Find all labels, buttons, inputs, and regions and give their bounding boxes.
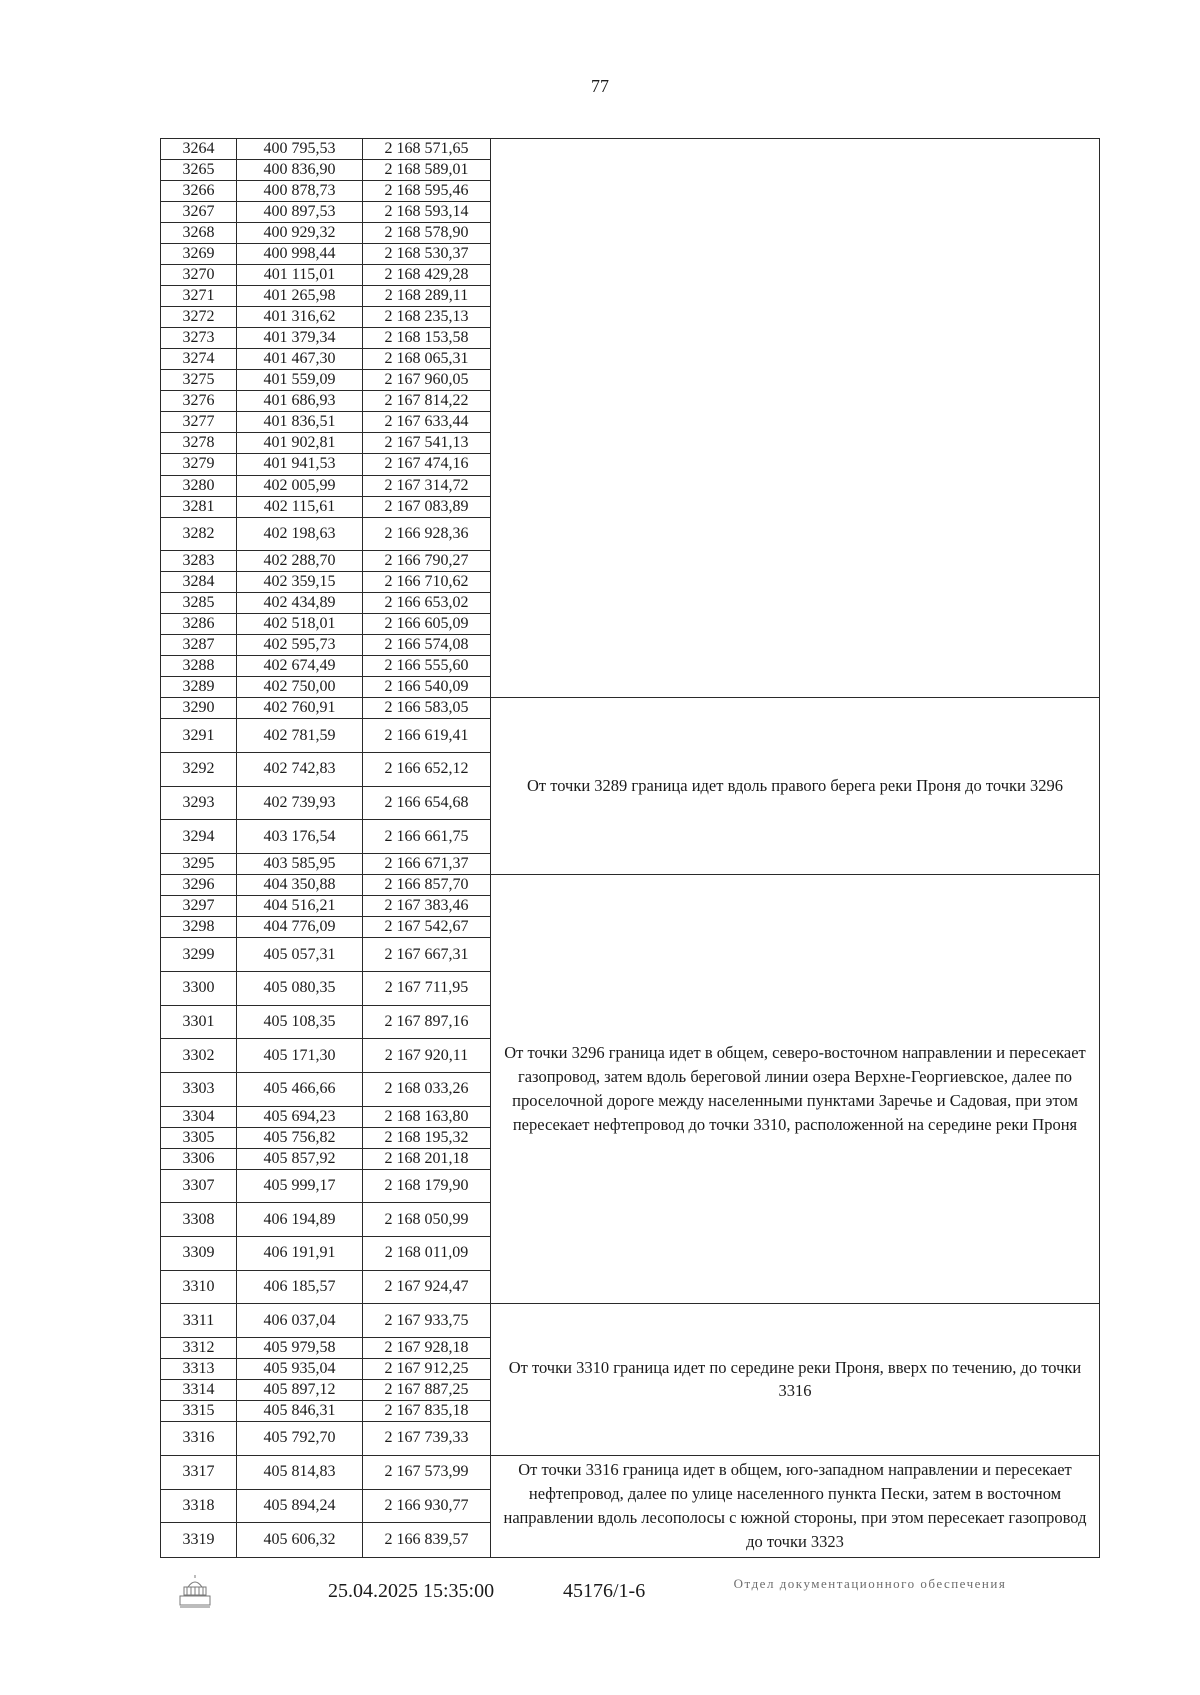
y-coordinate-cell: 2 167 542,67 bbox=[363, 917, 491, 938]
x-coordinate-cell: 401 836,51 bbox=[237, 412, 363, 433]
y-coordinate-cell: 2 167 920,11 bbox=[363, 1039, 491, 1073]
x-coordinate-cell: 401 467,30 bbox=[237, 349, 363, 370]
point-number-cell: 3292 bbox=[161, 753, 237, 787]
y-coordinate-cell: 2 167 933,75 bbox=[363, 1304, 491, 1338]
table-row bbox=[161, 875, 1100, 896]
y-coordinate-cell: 2 167 083,89 bbox=[363, 496, 491, 517]
x-coordinate-cell: 401 686,93 bbox=[237, 391, 363, 412]
y-coordinate-cell: 2 168 153,58 bbox=[363, 328, 491, 349]
y-coordinate-cell: 2 166 857,70 bbox=[363, 875, 491, 896]
x-coordinate-cell: 404 516,21 bbox=[237, 896, 363, 917]
point-number-cell: 3297 bbox=[161, 896, 237, 917]
point-number-cell: 3315 bbox=[161, 1400, 237, 1421]
point-number-cell: 3314 bbox=[161, 1379, 237, 1400]
y-coordinate-cell: 2 167 541,13 bbox=[363, 433, 491, 454]
x-coordinate-cell: 400 795,53 bbox=[237, 139, 363, 160]
x-coordinate-cell: 402 288,70 bbox=[237, 551, 363, 572]
x-coordinate-cell: 405 171,30 bbox=[237, 1039, 363, 1073]
y-coordinate-cell: 2 167 474,16 bbox=[363, 454, 491, 475]
y-coordinate-cell: 2 166 583,05 bbox=[363, 698, 491, 719]
x-coordinate-cell: 405 057,31 bbox=[237, 938, 363, 972]
point-number-cell: 3300 bbox=[161, 971, 237, 1005]
y-coordinate-cell: 2 167 960,05 bbox=[363, 370, 491, 391]
y-coordinate-cell: 2 166 710,62 bbox=[363, 572, 491, 593]
boundary-description-cell: От точки 3316 граница идет в общем, юго-западном направлении и пересекает нефтепровод, далее по улице населенного пункта Пески, затем в восточном направлении вдоль лесополосы с южной стороны, при этом пересекает газопровод до точки 3323 bbox=[491, 1455, 1100, 1557]
table-row bbox=[161, 1455, 1100, 1489]
point-number-cell: 3302 bbox=[161, 1039, 237, 1073]
x-coordinate-cell: 401 115,01 bbox=[237, 265, 363, 286]
point-number-cell: 3303 bbox=[161, 1072, 237, 1106]
x-coordinate-cell: 405 606,32 bbox=[237, 1523, 363, 1558]
x-coordinate-cell: 404 776,09 bbox=[237, 917, 363, 938]
y-coordinate-cell: 2 167 814,22 bbox=[363, 391, 491, 412]
y-coordinate-cell: 2 166 654,68 bbox=[363, 786, 491, 820]
y-coordinate-cell: 2 168 429,28 bbox=[363, 265, 491, 286]
x-coordinate-cell: 403 585,95 bbox=[237, 854, 363, 875]
y-coordinate-cell: 2 168 289,11 bbox=[363, 286, 491, 307]
point-number-cell: 3287 bbox=[161, 635, 237, 656]
x-coordinate-cell: 406 191,91 bbox=[237, 1236, 363, 1270]
x-coordinate-cell: 403 176,54 bbox=[237, 820, 363, 854]
x-coordinate-cell: 405 694,23 bbox=[237, 1106, 363, 1127]
x-coordinate-cell: 405 814,83 bbox=[237, 1455, 363, 1489]
y-coordinate-cell: 2 168 033,26 bbox=[363, 1072, 491, 1106]
x-coordinate-cell: 402 518,01 bbox=[237, 614, 363, 635]
point-number-cell: 3304 bbox=[161, 1106, 237, 1127]
x-coordinate-cell: 402 115,61 bbox=[237, 496, 363, 517]
point-number-cell: 3293 bbox=[161, 786, 237, 820]
point-number-cell: 3291 bbox=[161, 719, 237, 753]
y-coordinate-cell: 2 168 011,09 bbox=[363, 1236, 491, 1270]
x-coordinate-cell: 400 998,44 bbox=[237, 244, 363, 265]
point-number-cell: 3283 bbox=[161, 551, 237, 572]
x-coordinate-cell: 406 037,04 bbox=[237, 1304, 363, 1338]
point-number-cell: 3296 bbox=[161, 875, 237, 896]
point-number-cell: 3319 bbox=[161, 1523, 237, 1558]
x-coordinate-cell: 400 929,32 bbox=[237, 223, 363, 244]
x-coordinate-cell: 404 350,88 bbox=[237, 875, 363, 896]
x-coordinate-cell: 402 674,49 bbox=[237, 656, 363, 677]
point-number-cell: 3267 bbox=[161, 202, 237, 223]
y-coordinate-cell: 2 166 839,57 bbox=[363, 1523, 491, 1558]
point-number-cell: 3286 bbox=[161, 614, 237, 635]
y-coordinate-cell: 2 167 897,16 bbox=[363, 1005, 491, 1039]
y-coordinate-cell: 2 168 589,01 bbox=[363, 160, 491, 181]
x-coordinate-cell: 401 265,98 bbox=[237, 286, 363, 307]
boundary-description-cell: От точки 3310 граница идет по середине реки Проня, вверх по течению, до точки 3316 bbox=[491, 1304, 1100, 1455]
x-coordinate-cell: 405 857,92 bbox=[237, 1148, 363, 1169]
y-coordinate-cell: 2 167 924,47 bbox=[363, 1270, 491, 1304]
y-coordinate-cell: 2 166 790,27 bbox=[363, 551, 491, 572]
point-number-cell: 3289 bbox=[161, 677, 237, 698]
point-number-cell: 3281 bbox=[161, 496, 237, 517]
point-number-cell: 3301 bbox=[161, 1005, 237, 1039]
point-number-cell: 3268 bbox=[161, 223, 237, 244]
y-coordinate-cell: 2 166 671,37 bbox=[363, 854, 491, 875]
point-number-cell: 3294 bbox=[161, 820, 237, 854]
x-coordinate-cell: 405 846,31 bbox=[237, 1400, 363, 1421]
point-number-cell: 3265 bbox=[161, 160, 237, 181]
footer-date: 25.04.2025 15:35:00 bbox=[328, 1580, 495, 1602]
y-coordinate-cell: 2 168 530,37 bbox=[363, 244, 491, 265]
x-coordinate-cell: 401 379,34 bbox=[237, 328, 363, 349]
point-number-cell: 3318 bbox=[161, 1489, 237, 1523]
x-coordinate-cell: 405 466,66 bbox=[237, 1072, 363, 1106]
x-coordinate-cell: 402 434,89 bbox=[237, 593, 363, 614]
y-coordinate-cell: 2 166 928,36 bbox=[363, 517, 491, 551]
table-row bbox=[161, 139, 1100, 160]
boundary-description-cell: От точки 3296 граница идет в общем, северо-восточном направлении и пересекает газопровод, затем вдоль береговой линии озера Верхне-Георгиевское, далее по проселочной дороге между населенными пунктами Заречье и Садовая, при этом пересекает нефтепровод до точки 3310, расположенной на середине реки Проня bbox=[491, 875, 1100, 1304]
point-number-cell: 3278 bbox=[161, 433, 237, 454]
x-coordinate-cell: 400 878,73 bbox=[237, 181, 363, 202]
y-coordinate-cell: 2 166 930,77 bbox=[363, 1489, 491, 1523]
x-coordinate-cell: 402 742,83 bbox=[237, 753, 363, 787]
y-coordinate-cell: 2 167 739,33 bbox=[363, 1422, 491, 1456]
y-coordinate-cell: 2 166 661,75 bbox=[363, 820, 491, 854]
y-coordinate-cell: 2 168 593,14 bbox=[363, 202, 491, 223]
x-coordinate-cell: 401 902,81 bbox=[237, 433, 363, 454]
x-coordinate-cell: 406 185,57 bbox=[237, 1270, 363, 1304]
x-coordinate-cell: 400 897,53 bbox=[237, 202, 363, 223]
x-coordinate-cell: 405 935,04 bbox=[237, 1358, 363, 1379]
y-coordinate-cell: 2 167 835,18 bbox=[363, 1400, 491, 1421]
footer-doc-number: 45176/1-6 bbox=[563, 1580, 646, 1602]
y-coordinate-cell: 2 168 235,13 bbox=[363, 307, 491, 328]
x-coordinate-cell: 405 792,70 bbox=[237, 1422, 363, 1456]
point-number-cell: 3299 bbox=[161, 938, 237, 972]
y-coordinate-cell: 2 166 605,09 bbox=[363, 614, 491, 635]
x-coordinate-cell: 405 979,58 bbox=[237, 1337, 363, 1358]
y-coordinate-cell: 2 167 633,44 bbox=[363, 412, 491, 433]
y-coordinate-cell: 2 167 383,46 bbox=[363, 896, 491, 917]
point-number-cell: 3298 bbox=[161, 917, 237, 938]
page-number: 77 bbox=[591, 76, 609, 96]
y-coordinate-cell: 2 167 887,25 bbox=[363, 1379, 491, 1400]
y-coordinate-cell: 2 168 065,31 bbox=[363, 349, 491, 370]
y-coordinate-cell: 2 168 179,90 bbox=[363, 1169, 491, 1203]
x-coordinate-cell: 402 359,15 bbox=[237, 572, 363, 593]
x-coordinate-cell: 402 595,73 bbox=[237, 635, 363, 656]
x-coordinate-cell: 405 897,12 bbox=[237, 1379, 363, 1400]
point-number-cell: 3277 bbox=[161, 412, 237, 433]
y-coordinate-cell: 2 166 574,08 bbox=[363, 635, 491, 656]
y-coordinate-cell: 2 166 540,09 bbox=[363, 677, 491, 698]
point-number-cell: 3279 bbox=[161, 454, 237, 475]
point-number-cell: 3313 bbox=[161, 1358, 237, 1379]
department-stamp: Отдел документационного обеспечения bbox=[733, 1576, 1007, 1591]
point-number-cell: 3272 bbox=[161, 307, 237, 328]
y-coordinate-cell: 2 166 652,12 bbox=[363, 753, 491, 787]
point-number-cell: 3273 bbox=[161, 328, 237, 349]
point-number-cell: 3309 bbox=[161, 1236, 237, 1270]
point-number-cell: 3271 bbox=[161, 286, 237, 307]
point-number-cell: 3276 bbox=[161, 391, 237, 412]
point-number-cell: 3307 bbox=[161, 1169, 237, 1203]
x-coordinate-cell: 402 750,00 bbox=[237, 677, 363, 698]
x-coordinate-cell: 400 836,90 bbox=[237, 160, 363, 181]
coordinates-table bbox=[160, 138, 1100, 1558]
x-coordinate-cell: 401 316,62 bbox=[237, 307, 363, 328]
x-coordinate-cell: 405 894,24 bbox=[237, 1489, 363, 1523]
point-number-cell: 3270 bbox=[161, 265, 237, 286]
table-row bbox=[161, 1304, 1100, 1338]
point-number-cell: 3275 bbox=[161, 370, 237, 391]
x-coordinate-cell: 401 559,09 bbox=[237, 370, 363, 391]
point-number-cell: 3274 bbox=[161, 349, 237, 370]
y-coordinate-cell: 2 167 912,25 bbox=[363, 1358, 491, 1379]
y-coordinate-cell: 2 168 578,90 bbox=[363, 223, 491, 244]
point-number-cell: 3308 bbox=[161, 1203, 237, 1237]
y-coordinate-cell: 2 166 555,60 bbox=[363, 656, 491, 677]
point-number-cell: 3269 bbox=[161, 244, 237, 265]
point-number-cell: 3311 bbox=[161, 1304, 237, 1338]
point-number-cell: 3317 bbox=[161, 1455, 237, 1489]
y-coordinate-cell: 2 168 595,46 bbox=[363, 181, 491, 202]
x-coordinate-cell: 405 108,35 bbox=[237, 1005, 363, 1039]
x-coordinate-cell: 406 194,89 bbox=[237, 1203, 363, 1237]
x-coordinate-cell: 402 760,91 bbox=[237, 698, 363, 719]
x-coordinate-cell: 402 739,93 bbox=[237, 786, 363, 820]
x-coordinate-cell: 405 756,82 bbox=[237, 1127, 363, 1148]
boundary-description-cell: От точки 3289 граница идет вдоль правого берега реки Проня до точки 3296 bbox=[491, 698, 1100, 875]
point-number-cell: 3280 bbox=[161, 475, 237, 496]
boundary-description-cell bbox=[491, 139, 1100, 698]
y-coordinate-cell: 2 167 928,18 bbox=[363, 1337, 491, 1358]
y-coordinate-cell: 2 168 163,80 bbox=[363, 1106, 491, 1127]
point-number-cell: 3310 bbox=[161, 1270, 237, 1304]
point-number-cell: 3306 bbox=[161, 1148, 237, 1169]
y-coordinate-cell: 2 168 571,65 bbox=[363, 139, 491, 160]
point-number-cell: 3285 bbox=[161, 593, 237, 614]
point-number-cell: 3312 bbox=[161, 1337, 237, 1358]
coordinates-table-container bbox=[160, 138, 1100, 1558]
x-coordinate-cell: 405 999,17 bbox=[237, 1169, 363, 1203]
table-row bbox=[161, 698, 1100, 719]
y-coordinate-cell: 2 168 195,32 bbox=[363, 1127, 491, 1148]
point-number-cell: 3282 bbox=[161, 517, 237, 551]
point-number-cell: 3305 bbox=[161, 1127, 237, 1148]
x-coordinate-cell: 402 198,63 bbox=[237, 517, 363, 551]
x-coordinate-cell: 402 005,99 bbox=[237, 475, 363, 496]
point-number-cell: 3295 bbox=[161, 854, 237, 875]
x-coordinate-cell: 402 781,59 bbox=[237, 719, 363, 753]
point-number-cell: 3316 bbox=[161, 1422, 237, 1456]
y-coordinate-cell: 2 167 711,95 bbox=[363, 971, 491, 1005]
point-number-cell: 3284 bbox=[161, 572, 237, 593]
y-coordinate-cell: 2 166 653,02 bbox=[363, 593, 491, 614]
point-number-cell: 3266 bbox=[161, 181, 237, 202]
x-coordinate-cell: 405 080,35 bbox=[237, 971, 363, 1005]
point-number-cell: 3290 bbox=[161, 698, 237, 719]
y-coordinate-cell: 2 168 201,18 bbox=[363, 1148, 491, 1169]
y-coordinate-cell: 2 167 314,72 bbox=[363, 475, 491, 496]
x-coordinate-cell: 401 941,53 bbox=[237, 454, 363, 475]
point-number-cell: 3264 bbox=[161, 139, 237, 160]
y-coordinate-cell: 2 167 573,99 bbox=[363, 1455, 491, 1489]
archive-logo-icon bbox=[176, 1575, 214, 1609]
y-coordinate-cell: 2 168 050,99 bbox=[363, 1203, 491, 1237]
point-number-cell: 3288 bbox=[161, 656, 237, 677]
y-coordinate-cell: 2 166 619,41 bbox=[363, 719, 491, 753]
y-coordinate-cell: 2 167 667,31 bbox=[363, 938, 491, 972]
